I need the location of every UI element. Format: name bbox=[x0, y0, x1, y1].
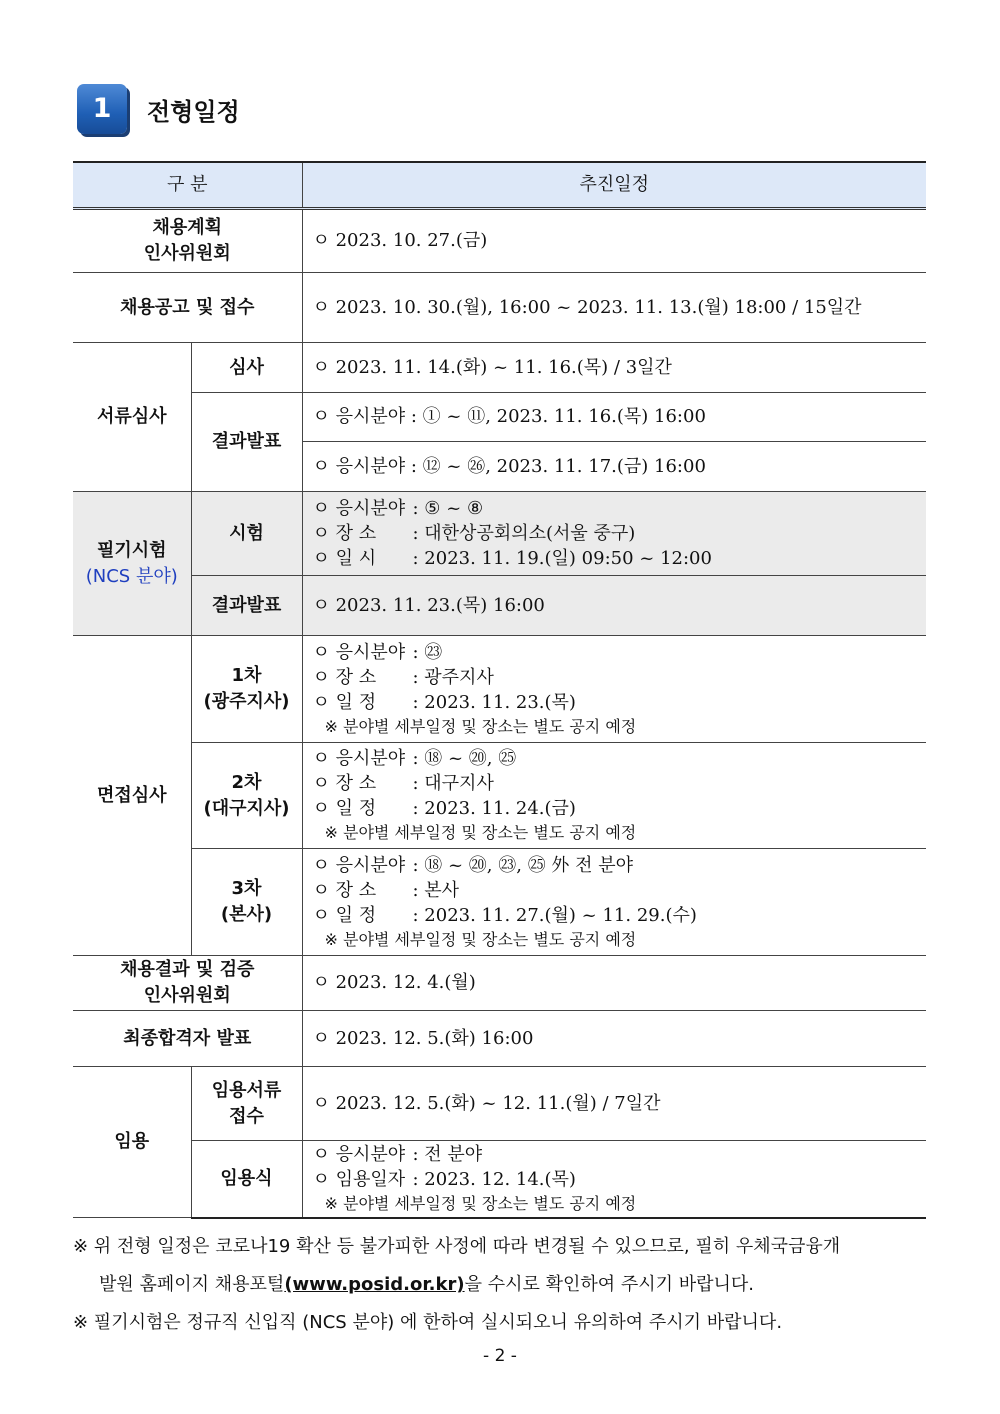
row-label-final: 최종합격자 발표 bbox=[73, 1011, 302, 1067]
sub-label-written-result: 결과발표 bbox=[191, 576, 302, 636]
posid-link[interactable]: (www.posid.or.kr) bbox=[284, 1274, 465, 1295]
row-value-interview-2: ㅇ 응시분야 : ⑱ ~ ⑳, ㉕ ㅇ 장 소 : 대구지사 ㅇ 일 정 : 2023. 11. 24.(금) ※ 분야별 세부일정 및 장소는 별도 공지 예정 bbox=[302, 743, 926, 849]
page-number: - 2 - bbox=[483, 1346, 517, 1366]
row-value-ceremony: ㅇ 응시분야 : 전 분야 ㅇ 임용일자 : 2023. 12. 14.(목) ※ 분야별 세부일정 및 장소는 별도 공지 예정 bbox=[302, 1141, 926, 1218]
row-value-written-result: ㅇ 2023. 11. 23.(목) 16:00 bbox=[302, 576, 926, 636]
sub-label-doc-result: 결과발표 bbox=[191, 393, 302, 492]
row-value-review: ㅇ 2023. 11. 14.(화) ~ 11. 16.(목) / 3일간 bbox=[302, 343, 926, 393]
row-value-exam: ㅇ 응시분야 : ⑤ ~ ⑧ ㅇ 장 소 : 대한상공회의소(서울 중구) ㅇ 일 시 : 2023. 11. 19.(일) 09:50 ~ 12:00 bbox=[302, 492, 926, 576]
row-value-doc-result-1: ㅇ 응시분야 : ① ~ ⑪, 2023. 11. 16.(목) 16:00 bbox=[302, 393, 926, 442]
table-row bbox=[73, 343, 926, 393]
row-value-doc-result-2: ㅇ 응시분야 : ⑫ ~ ㉖, 2023. 11. 17.(금) 16:00 bbox=[302, 442, 926, 492]
table-row bbox=[73, 1011, 926, 1067]
footnote-1-line-2: 발원 홈페이지 채용포털(www.posid.or.kr)을 수시로 확인하여 주시기 바랍니다. bbox=[99, 1274, 755, 1295]
footnote-2: ※ 필기시험은 정규직 신입직 (NCS 분야) 에 한하여 실시되오니 유의하여 주시기 바랍니다. bbox=[73, 1312, 783, 1333]
row-value-interview-3: ㅇ 응시분야 : ⑱ ~ ⑳, ㉓, ㉕ 外 전 분야 ㅇ 장 소 : 본사 ㅇ 일 정 : 2023. 11. 27.(월) ~ 11. 29.(수) ※ 분야별 세부일정 및 장소는 별도 공지 예정 bbox=[302, 849, 926, 956]
row-label-plan: 채용계획 인사위원회 bbox=[73, 209, 302, 273]
table-row bbox=[73, 492, 926, 576]
row-label-written: 필기시험 (NCS 분야) bbox=[73, 492, 191, 636]
sub-label-interview-2: 2차 (대구지사) bbox=[191, 743, 302, 849]
row-label-interview: 면접심사 bbox=[73, 636, 191, 956]
sub-label-review: 심사 bbox=[191, 343, 302, 393]
table-header-row bbox=[73, 162, 926, 209]
row-label-document: 서류심사 bbox=[73, 343, 191, 492]
sub-label-exam: 시험 bbox=[191, 492, 302, 576]
header-schedule: 추진일정 bbox=[302, 162, 926, 209]
sub-label-interview-1: 1차 (광주지사) bbox=[191, 636, 302, 743]
row-label-verify: 채용결과 및 검증 인사위원회 bbox=[73, 956, 302, 1011]
footnotes bbox=[73, 1228, 933, 1342]
row-value-interview-1: ㅇ 응시분야 : ㉓ ㅇ 장 소 : 광주지사 ㅇ 일 정 : 2023. 11. 23.(목) ※ 분야별 세부일정 및 장소는 별도 공지 예정 bbox=[302, 636, 926, 743]
section-number-badge: 1 bbox=[77, 84, 127, 134]
table-row bbox=[73, 273, 926, 343]
table-row bbox=[73, 209, 926, 273]
table-row bbox=[73, 393, 926, 442]
row-label-notice: 채용공고 및 접수 bbox=[73, 273, 302, 343]
table-row bbox=[73, 1067, 926, 1141]
row-value-appoint-docs: ㅇ 2023. 12. 5.(화) ~ 12. 11.(월) / 7일간 bbox=[302, 1067, 926, 1141]
row-value-plan: ㅇ 2023. 10. 27.(금) bbox=[302, 209, 926, 273]
table-row bbox=[73, 576, 926, 636]
row-label-appoint: 임용 bbox=[73, 1067, 191, 1218]
table-row bbox=[73, 956, 926, 1011]
table-row bbox=[73, 743, 926, 849]
table-row bbox=[73, 1141, 926, 1218]
table-row bbox=[73, 849, 926, 956]
sub-label-appoint-docs: 임용서류 접수 bbox=[191, 1067, 302, 1141]
table-row bbox=[73, 636, 926, 743]
row-value-verify: ㅇ 2023. 12. 4.(월) bbox=[302, 956, 926, 1011]
header-category: 구 분 bbox=[73, 162, 302, 209]
footnote-1-line-1: ※ 위 전형 일정은 코로나19 확산 등 불가피한 사정에 따라 변경될 수 있으므로, 필히 우체국금융개 bbox=[73, 1236, 841, 1257]
schedule-table bbox=[73, 161, 926, 1219]
sub-label-ceremony: 임용식 bbox=[191, 1141, 302, 1218]
section-title: 전형일정 bbox=[147, 98, 240, 126]
row-value-final: ㅇ 2023. 12. 5.(화) 16:00 bbox=[302, 1011, 926, 1067]
row-value-notice: ㅇ 2023. 10. 30.(월), 16:00 ~ 2023. 11. 13.(월) 18:00 / 15일간 bbox=[302, 273, 926, 343]
sub-label-interview-3: 3차 (본사) bbox=[191, 849, 302, 956]
